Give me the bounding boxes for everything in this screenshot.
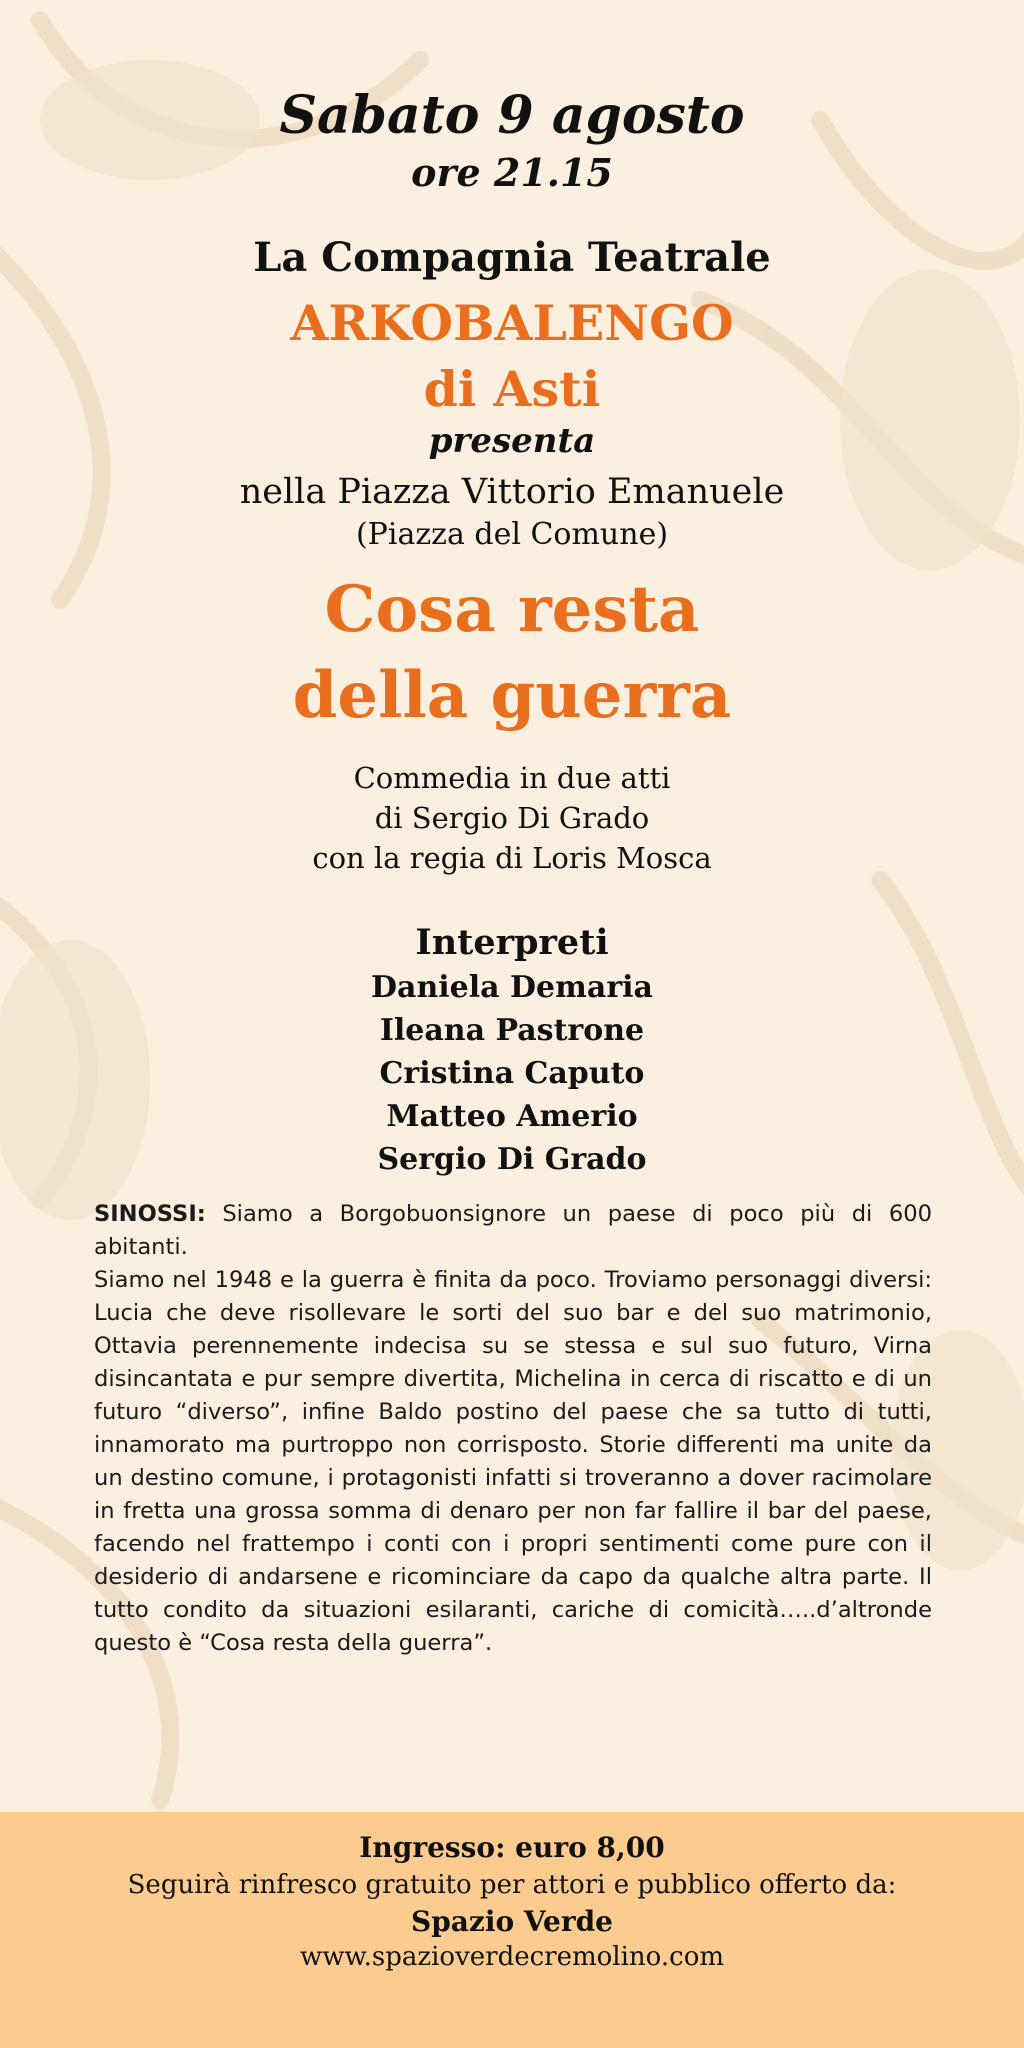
presents-label: presenta <box>428 421 596 461</box>
synopsis <box>94 1198 932 1660</box>
venue: nella Piazza Vittorio Emanuele <box>239 472 785 512</box>
cast-list <box>0 966 1024 1181</box>
play-info <box>0 758 1024 878</box>
cast-member: Matteo Amerio <box>386 1099 638 1134</box>
synopsis-label: SINOSSI: <box>94 1201 206 1227</box>
cast-heading: Interpreti <box>415 922 609 963</box>
play-direction: con la regia di Loris Mosca <box>312 841 712 875</box>
event-time: ore 21.15 <box>411 150 613 195</box>
cast-member: Sergio Di Grado <box>377 1142 647 1177</box>
synopsis-body: Siamo nel 1948 e la guerra è finita da poco. Troviamo personaggi diversi: Lucia che deve risollevare le sorti del suo bar e del suo matrimonio, Ottavia perennemente indecisa su se stessa e sul suo futuro, Virna disincantata e pur sempre divertita, Michelina in cerca di riscatto e di un futuro “diverso”, infine Baldo postino del paese che sa tutto di tutti, innamorato ma purtroppo non corrisposto. Storie differenti ma unite da un destino comune, i protagonisti infatti si troveranno a dover racimolare in fretta una grossa somma di denaro per non far fallire il bar del paese, facendo nel frattempo i conti con i propri sentimenti come pure con il desiderio di andarsene e ricominciare da capo da qualche altra parte. Il tutto condito da situazioni esilaranti, cariche di comicità…..d’altronde questo è “Cosa resta della guerra”. <box>94 1267 932 1656</box>
sponsor-name: Spazio Verde <box>410 1905 613 1938</box>
cast-member: Daniela Demaria <box>371 970 653 1005</box>
ticket-price: Ingresso: euro 8,00 <box>359 1831 665 1864</box>
cast-member: Cristina Caputo <box>379 1056 645 1091</box>
event-date: Sabato 9 agosto <box>279 85 745 146</box>
company-intro: La Compagnia Teatrale <box>253 234 771 281</box>
play-title-line2: della guerra <box>292 658 732 733</box>
play-title-line1: Cosa resta <box>324 572 700 647</box>
play-genre: Commedia in due atti <box>353 761 671 795</box>
footer-banner <box>0 1812 1024 2048</box>
company-city: di Asti <box>423 360 601 418</box>
synopsis-intro: Siamo a Borgobuonsignore un paese di poco più di 600 abitanti. <box>94 1201 932 1260</box>
refreshment-note: Seguirà rinfresco gratuito per attori e pubblico offerto da: <box>127 1870 897 1900</box>
venue-note: (Piazza del Comune) <box>355 517 669 552</box>
play-author: di Sergio Di Grado <box>374 801 650 835</box>
cast-member: Ileana Pastrone <box>379 1013 645 1048</box>
sponsor-website[interactable]: www.spazioverdecremolino.com <box>299 1942 725 1972</box>
company-name: ARKOBALENGO <box>290 294 734 352</box>
